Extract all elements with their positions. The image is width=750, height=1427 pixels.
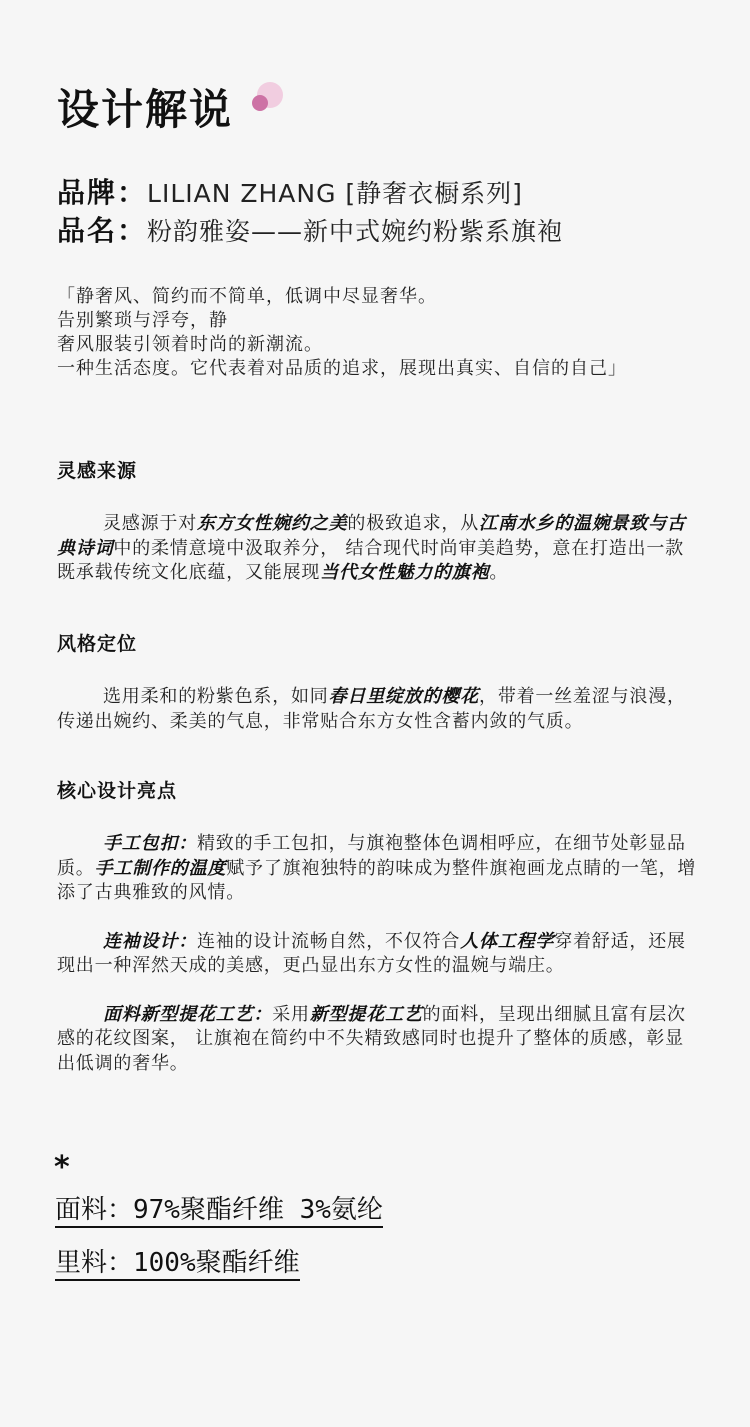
brand-line	[57, 175, 523, 212]
page-title: 设计解说	[57, 85, 234, 134]
section-title: 核心设计亮点	[57, 780, 178, 802]
section-title: 风格定位	[57, 633, 138, 655]
emphasis: 新型提花工艺	[309, 1003, 423, 1025]
asterisk-icon: *	[54, 1150, 70, 1185]
emphasis: 手工制作的温度	[94, 857, 227, 879]
product-name-line	[57, 213, 563, 250]
highlight-sleeve-design	[57, 930, 697, 979]
section-body	[57, 512, 697, 586]
text: 选用柔和的粉紫色系，如同	[103, 686, 329, 707]
emphasis: 当代女性魅力的旗袍	[320, 562, 490, 583]
highlight-label: 手工包扣：	[103, 833, 197, 854]
highlight-label: 连袖设计：	[103, 930, 197, 952]
outer-fabric-text: 面料：97%聚酯纤维 3%氨纶	[55, 1195, 383, 1228]
quote-line: 奢风服装引领着时尚的新潮流。	[57, 334, 323, 355]
outer-fabric-composition	[55, 1193, 383, 1227]
section-body	[57, 832, 697, 1076]
section-highlights	[57, 778, 697, 1100]
lining-fabric-text: 里料：100%聚酯纤维	[55, 1248, 300, 1281]
quote-line: 一种生活态度。它代表着对品质的追求，展现出真实、自信的自己」	[57, 358, 627, 379]
emphasis: 江南水乡的温婉景致与古典诗词	[57, 513, 686, 559]
lining-fabric-composition	[55, 1246, 300, 1280]
product-name-label: 品名：	[57, 214, 148, 247]
product-name-value: 粉韵雅姿——新中式婉约粉紫系旗袍	[147, 217, 564, 246]
paragraph	[57, 512, 697, 586]
emphasis: 东方女性婉约之美	[197, 513, 348, 534]
text: 中的柔情意境中汲取养分， 结合现代时尚审美趋势，意在打造出一款既承载传统文化底蕴，又能展现	[57, 537, 684, 583]
section-inspiration	[57, 458, 697, 610]
text: 精致的手工包扣，与旗袍整体色调相呼应，在细节处彰显品质。	[57, 833, 686, 879]
paragraph	[57, 685, 697, 734]
header	[57, 80, 233, 140]
text: 采用	[272, 1003, 310, 1025]
text: 连袖的设计流畅自然，不仅符合	[197, 930, 461, 952]
magenta-circle-icon	[252, 95, 268, 111]
text: 。	[489, 562, 509, 583]
intro-quote	[57, 285, 707, 381]
text: 赋予了旗袍独特的韵味成为整件旗袍画龙点睛的一笔，增添了古典雅致的风情。	[57, 857, 697, 903]
brand-value: LILIAN ZHANG [静奢衣橱系列]	[147, 179, 523, 208]
text: 的极致追求，从	[347, 513, 480, 534]
text: 穿着舒适，还展现出一种浑然天成的美感，更凸显出东方女性的温婉与端庄。	[57, 930, 686, 976]
quote-line: 「静奢风、简约而不简单，低调中尽显奢华。	[57, 286, 437, 307]
brand-label: 品牌：	[57, 176, 148, 209]
section-body	[57, 685, 697, 734]
emphasis: 春日里绽放的樱花	[328, 686, 480, 707]
text: 的面料，呈现出细腻且富有层次感的花纹图案， 让旗袍在简约中不失精致感同时也提升了整体的质感，彰显出低调的奢华。	[57, 1003, 686, 1074]
text: ，带着一丝羞涩与浪漫， 传递出婉约、柔美的气息，非常贴合东方女性含蓄内敛的气质。	[57, 686, 686, 732]
emphasis: 人体工程学	[460, 930, 555, 952]
text: 灵感源于对	[103, 513, 197, 534]
section-style	[57, 631, 697, 758]
section-title: 灵感来源	[57, 460, 138, 482]
highlight-label: 面料新型提花工艺：	[103, 1003, 273, 1025]
decorative-dots-icon	[252, 82, 292, 122]
highlight-handmade-buttons	[57, 832, 697, 906]
highlight-jacquard-fabric	[57, 1003, 697, 1077]
quote-line: 告别繁琐与浮夸，静	[57, 310, 228, 331]
